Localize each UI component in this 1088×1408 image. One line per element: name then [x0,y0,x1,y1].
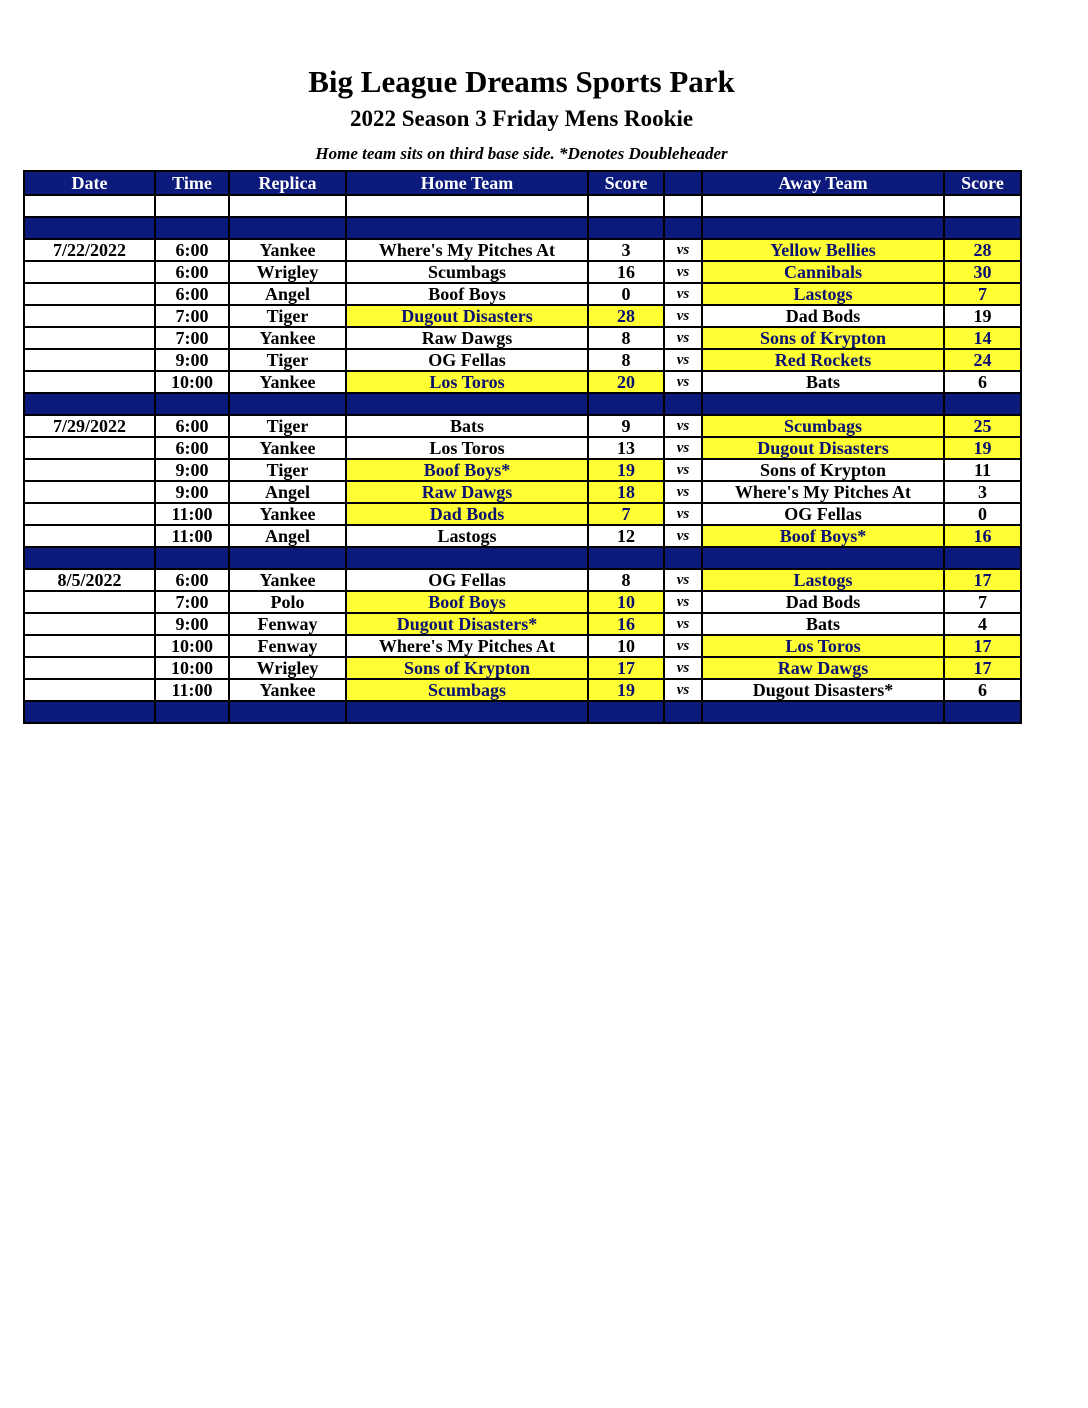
away-score: 19 [944,305,1021,327]
vs-label: vs [664,635,702,657]
game-date [24,349,155,371]
week-separator-cell [346,701,588,723]
vs-label: vs [664,569,702,591]
game-date [24,305,155,327]
home-score: 0 [588,283,664,305]
week-separator-cell [588,217,664,239]
away-team: Los Toros [702,635,944,657]
column-header-date: Date [24,171,155,195]
game-row [24,305,1021,327]
vs-label: vs [664,613,702,635]
game-replica: Tiger [229,349,346,371]
game-row [24,459,1021,481]
week-separator-cell [944,701,1021,723]
week-separator-cell [155,547,229,569]
away-team: Dugout Disasters* [702,679,944,701]
week-separator-cell [702,393,944,415]
away-team: Cannibals [702,261,944,283]
game-date: 7/29/2022 [24,415,155,437]
game-date [24,525,155,547]
vs-label: vs [664,415,702,437]
game-row [24,283,1021,305]
away-team: Lastogs [702,569,944,591]
away-team: Boof Boys* [702,525,944,547]
page-subtitle: 2022 Season 3 Friday Mens Rookie [349,106,694,131]
game-row [24,679,1021,701]
game-row [24,613,1021,635]
game-date [24,261,155,283]
home-team: Boof Boys [346,283,588,305]
game-replica: Polo [229,591,346,613]
away-score: 17 [944,569,1021,591]
away-score: 25 [944,415,1021,437]
game-row [24,657,1021,679]
game-row [24,371,1021,393]
game-replica: Yankee [229,327,346,349]
schedule-table [23,170,1022,724]
home-team: Scumbags [346,679,588,701]
away-score: 30 [944,261,1021,283]
game-row [24,569,1021,591]
column-header-away-team: Away Team [702,171,944,195]
column-header-home-team: Home Team [346,171,588,195]
game-date [24,613,155,635]
blank-row [24,195,1021,217]
away-team: Sons of Krypton [702,327,944,349]
game-replica: Yankee [229,239,346,261]
game-row [24,239,1021,261]
home-team: OG Fellas [346,569,588,591]
home-team: Sons of Krypton [346,657,588,679]
away-score: 0 [944,503,1021,525]
home-score: 17 [588,657,664,679]
away-team: Dad Bods [702,591,944,613]
week-separator-cell [944,217,1021,239]
column-header-time: Time [155,171,229,195]
game-time: 7:00 [155,327,229,349]
week-separator-cell [702,217,944,239]
game-replica: Yankee [229,437,346,459]
game-replica: Tiger [229,415,346,437]
game-time: 6:00 [155,261,229,283]
home-team: Los Toros [346,371,588,393]
game-replica: Wrigley [229,261,346,283]
game-row [24,635,1021,657]
away-team: Dugout Disasters [702,437,944,459]
vs-label: vs [664,591,702,613]
home-score: 9 [588,415,664,437]
game-row [24,327,1021,349]
game-row [24,525,1021,547]
week-separator-cell [664,547,702,569]
week-separator-cell [155,393,229,415]
home-score: 18 [588,481,664,503]
blank-row-cell [229,195,346,217]
week-separator-cell [588,393,664,415]
game-replica: Wrigley [229,657,346,679]
game-date [24,657,155,679]
week-separator-cell [588,547,664,569]
away-team: Raw Dawgs [702,657,944,679]
week-separator-cell [664,701,702,723]
away-team: Lastogs [702,283,944,305]
game-replica: Yankee [229,569,346,591]
week-separator [24,393,1021,415]
week-separator [24,217,1021,239]
game-date [24,503,155,525]
home-team: Raw Dawgs [346,327,588,349]
vs-label: vs [664,239,702,261]
home-score: 10 [588,635,664,657]
header-row [24,171,1021,195]
away-team: Bats [702,613,944,635]
blank-row-cell [944,195,1021,217]
week-separator-cell [155,701,229,723]
game-time: 7:00 [155,305,229,327]
week-separator-cell [229,393,346,415]
away-team: Bats [702,371,944,393]
away-team: OG Fellas [702,503,944,525]
game-time: 10:00 [155,657,229,679]
home-score: 7 [588,503,664,525]
column-header-vs [664,171,702,195]
blank-row-cell [664,195,702,217]
week-separator-cell [346,217,588,239]
week-separator-cell [24,217,155,239]
home-score: 13 [588,437,664,459]
column-header-home-score: Score [588,171,664,195]
game-date: 8/5/2022 [24,569,155,591]
game-time: 6:00 [155,283,229,305]
game-replica: Tiger [229,459,346,481]
game-time: 9:00 [155,613,229,635]
away-score: 17 [944,657,1021,679]
away-score: 4 [944,613,1021,635]
game-time: 7:00 [155,591,229,613]
away-team: Where's My Pitches At [702,481,944,503]
away-score: 14 [944,327,1021,349]
vs-label: vs [664,261,702,283]
week-separator-cell [702,547,944,569]
vs-label: vs [664,437,702,459]
away-team: Red Rockets [702,349,944,371]
week-separator-cell [229,217,346,239]
game-date [24,283,155,305]
week-separator-cell [944,547,1021,569]
game-time: 6:00 [155,437,229,459]
away-score: 24 [944,349,1021,371]
game-row [24,415,1021,437]
game-date [24,679,155,701]
blank-row-cell [24,195,155,217]
week-separator-cell [229,701,346,723]
home-score: 16 [588,261,664,283]
game-replica: Fenway [229,613,346,635]
away-score: 6 [944,679,1021,701]
game-date [24,327,155,349]
game-time: 11:00 [155,525,229,547]
away-score: 28 [944,239,1021,261]
game-row [24,503,1021,525]
away-score: 7 [944,591,1021,613]
schedule-body [24,171,1021,723]
game-row [24,349,1021,371]
game-replica: Fenway [229,635,346,657]
week-separator-cell [588,701,664,723]
week-separator-cell [24,701,155,723]
away-team: Dad Bods [702,305,944,327]
home-team: Boof Boys* [346,459,588,481]
home-score: 19 [588,679,664,701]
game-date [24,481,155,503]
week-separator-cell [944,393,1021,415]
game-replica: Angel [229,481,346,503]
home-team: Where's My Pitches At [346,239,588,261]
vs-label: vs [664,657,702,679]
schedule-note: Home team sits on third base side. *Denotes Doubleheader [315,144,728,163]
game-time: 11:00 [155,679,229,701]
week-separator-cell [24,547,155,569]
week-separator [24,547,1021,569]
game-time: 10:00 [155,635,229,657]
week-separator-cell [664,217,702,239]
game-time: 9:00 [155,481,229,503]
home-score: 28 [588,305,664,327]
vs-label: vs [664,305,702,327]
blank-row-cell [702,195,944,217]
home-team: Dugout Disasters* [346,613,588,635]
home-score: 8 [588,569,664,591]
home-team: Bats [346,415,588,437]
game-row [24,591,1021,613]
home-team: Los Toros [346,437,588,459]
home-team: Where's My Pitches At [346,635,588,657]
column-header-away-score: Score [944,171,1021,195]
away-score: 7 [944,283,1021,305]
game-date [24,437,155,459]
game-date: 7/22/2022 [24,239,155,261]
game-time: 10:00 [155,371,229,393]
week-separator [24,701,1021,723]
home-score: 12 [588,525,664,547]
home-score: 8 [588,349,664,371]
away-score: 16 [944,525,1021,547]
game-replica: Yankee [229,371,346,393]
blank-row-cell [588,195,664,217]
home-team: Scumbags [346,261,588,283]
vs-label: vs [664,283,702,305]
game-date [24,591,155,613]
game-time: 9:00 [155,459,229,481]
page-title: Big League Dreams Sports Park [308,64,735,99]
home-score: 19 [588,459,664,481]
vs-label: vs [664,371,702,393]
week-separator-cell [346,547,588,569]
vs-label: vs [664,525,702,547]
week-separator-cell [664,393,702,415]
away-team: Yellow Bellies [702,239,944,261]
away-score: 6 [944,371,1021,393]
game-time: 6:00 [155,569,229,591]
game-replica: Angel [229,525,346,547]
game-replica: Yankee [229,679,346,701]
game-row [24,481,1021,503]
blank-row-cell [155,195,229,217]
home-team: Dad Bods [346,503,588,525]
home-score: 20 [588,371,664,393]
game-time: 11:00 [155,503,229,525]
game-replica: Tiger [229,305,346,327]
home-team: Dugout Disasters [346,305,588,327]
vs-label: vs [664,679,702,701]
game-time: 6:00 [155,415,229,437]
away-score: 3 [944,481,1021,503]
game-date [24,371,155,393]
home-team: OG Fellas [346,349,588,371]
vs-label: vs [664,481,702,503]
game-time: 6:00 [155,239,229,261]
week-separator-cell [702,701,944,723]
week-separator-cell [346,393,588,415]
game-date [24,459,155,481]
home-score: 16 [588,613,664,635]
vs-label: vs [664,349,702,371]
away-team: Scumbags [702,415,944,437]
game-row [24,261,1021,283]
away-team: Sons of Krypton [702,459,944,481]
game-row [24,437,1021,459]
game-date [24,635,155,657]
home-team: Boof Boys [346,591,588,613]
home-team: Raw Dawgs [346,481,588,503]
week-separator-cell [229,547,346,569]
away-score: 19 [944,437,1021,459]
away-score: 17 [944,635,1021,657]
game-time: 9:00 [155,349,229,371]
week-separator-cell [155,217,229,239]
vs-label: vs [664,327,702,349]
home-score: 10 [588,591,664,613]
home-team: Lastogs [346,525,588,547]
game-replica: Yankee [229,503,346,525]
vs-label: vs [664,503,702,525]
home-score: 8 [588,327,664,349]
home-score: 3 [588,239,664,261]
vs-label: vs [664,459,702,481]
blank-row-cell [346,195,588,217]
column-header-replica: Replica [229,171,346,195]
week-separator-cell [24,393,155,415]
away-score: 11 [944,459,1021,481]
game-replica: Angel [229,283,346,305]
